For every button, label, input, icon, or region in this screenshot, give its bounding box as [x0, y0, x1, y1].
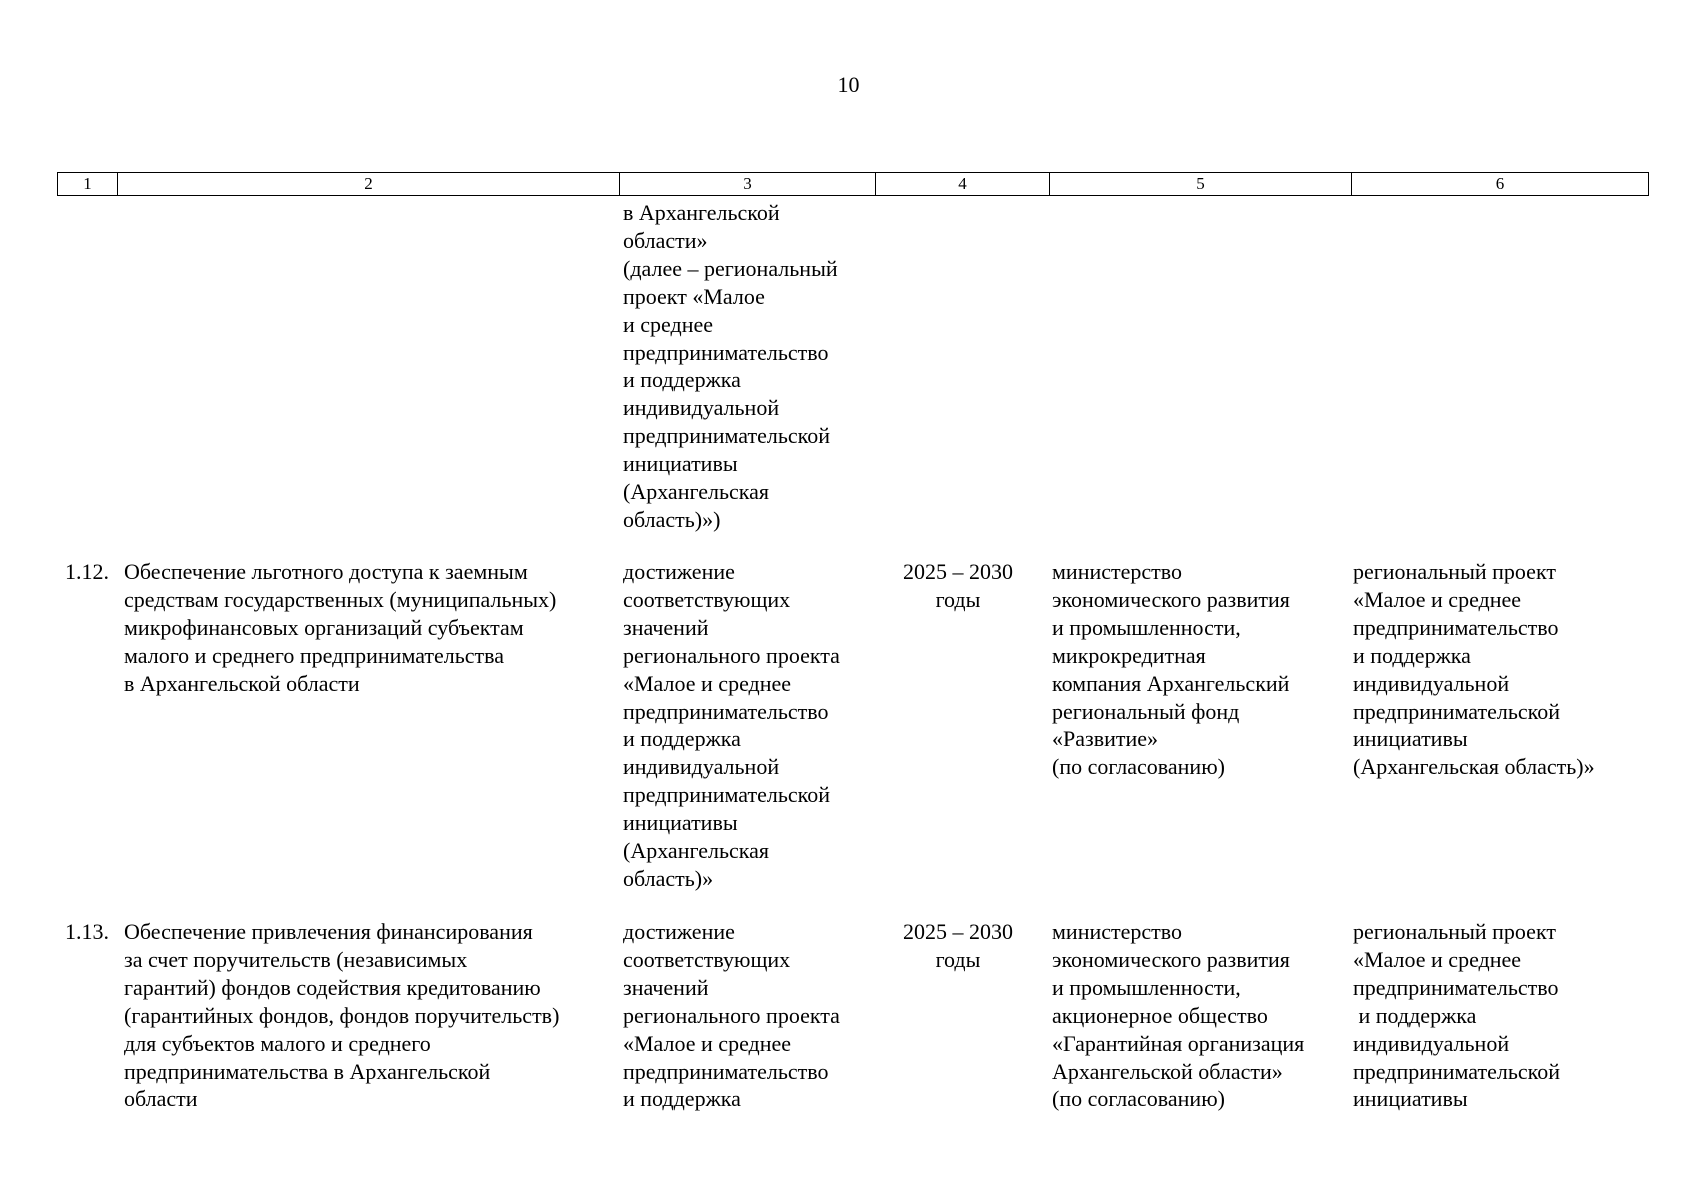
header-col-5: 5	[1050, 173, 1352, 196]
row-1-12-description: Обеспечение льготного доступа к заемным средствам государственных (муниципальных) микрофинансовых организаций субъектам малого и среднего предпринимательства в Архангельской области	[124, 559, 557, 696]
row-1-13-result: достижение соответствующих значений регионального проекта «Малое и среднее предпринимательство и поддержка	[623, 919, 840, 1112]
header-col-3: 3	[620, 173, 876, 196]
page-number: 10	[837, 72, 860, 97]
row-1-13-period: 2025 – 2030 годы	[903, 919, 1013, 972]
row-1-12-responsible: министерство экономического развития и промышленности, микрокредитная компания Архангельский региональный фонд «Развитие» (по согласованию)	[1052, 559, 1290, 780]
row-1-12-project: региональный проект «Малое и среднее предпринимательство и поддержка индивидуальной предпринимательской инициативы (Архангельская область)»	[1353, 559, 1595, 780]
row-1-12-number: 1.12.	[65, 559, 109, 584]
row-1-13-responsible: министерство экономического развития и промышленности, акционерное общество «Гарантийная организация Архангельской области» (по согласованию)	[1052, 919, 1305, 1112]
header-col-1: 1	[58, 173, 118, 196]
continuation-col3-text: в Архангельской области» (далее – региональный проект «Малое и среднее предпринимательство и поддержка индивидуальной предпринимательской инициативы (Архангельская область)»)	[623, 200, 838, 532]
header-col-4: 4	[876, 173, 1050, 196]
header-col-2: 2	[118, 173, 620, 196]
header-row	[58, 173, 1649, 196]
row-1-13-project: региональный проект «Малое и среднее предпринимательство и поддержка индивидуальной предпринимательской инициативы	[1353, 919, 1561, 1112]
row-1-13-number: 1.13.	[65, 919, 109, 944]
row-1-12-result: достижение соответствующих значений регионального проекта «Малое и среднее предпринимательство и поддержка индивидуальной предпринимательской инициативы (Архангельская область)»	[623, 559, 840, 891]
column-number-header	[57, 172, 1649, 196]
header-col-6: 6	[1352, 173, 1649, 196]
row-1-12-period: 2025 – 2030 годы	[903, 559, 1013, 612]
row-1-13-description: Обеспечение привлечения финансирования за счет поручительств (независимых гарантий) фондов содействия кредитованию (гарантийных фондов, фондов поручительств) для субъектов малого и среднего предпринимательства в Архангельской области	[124, 919, 560, 1112]
